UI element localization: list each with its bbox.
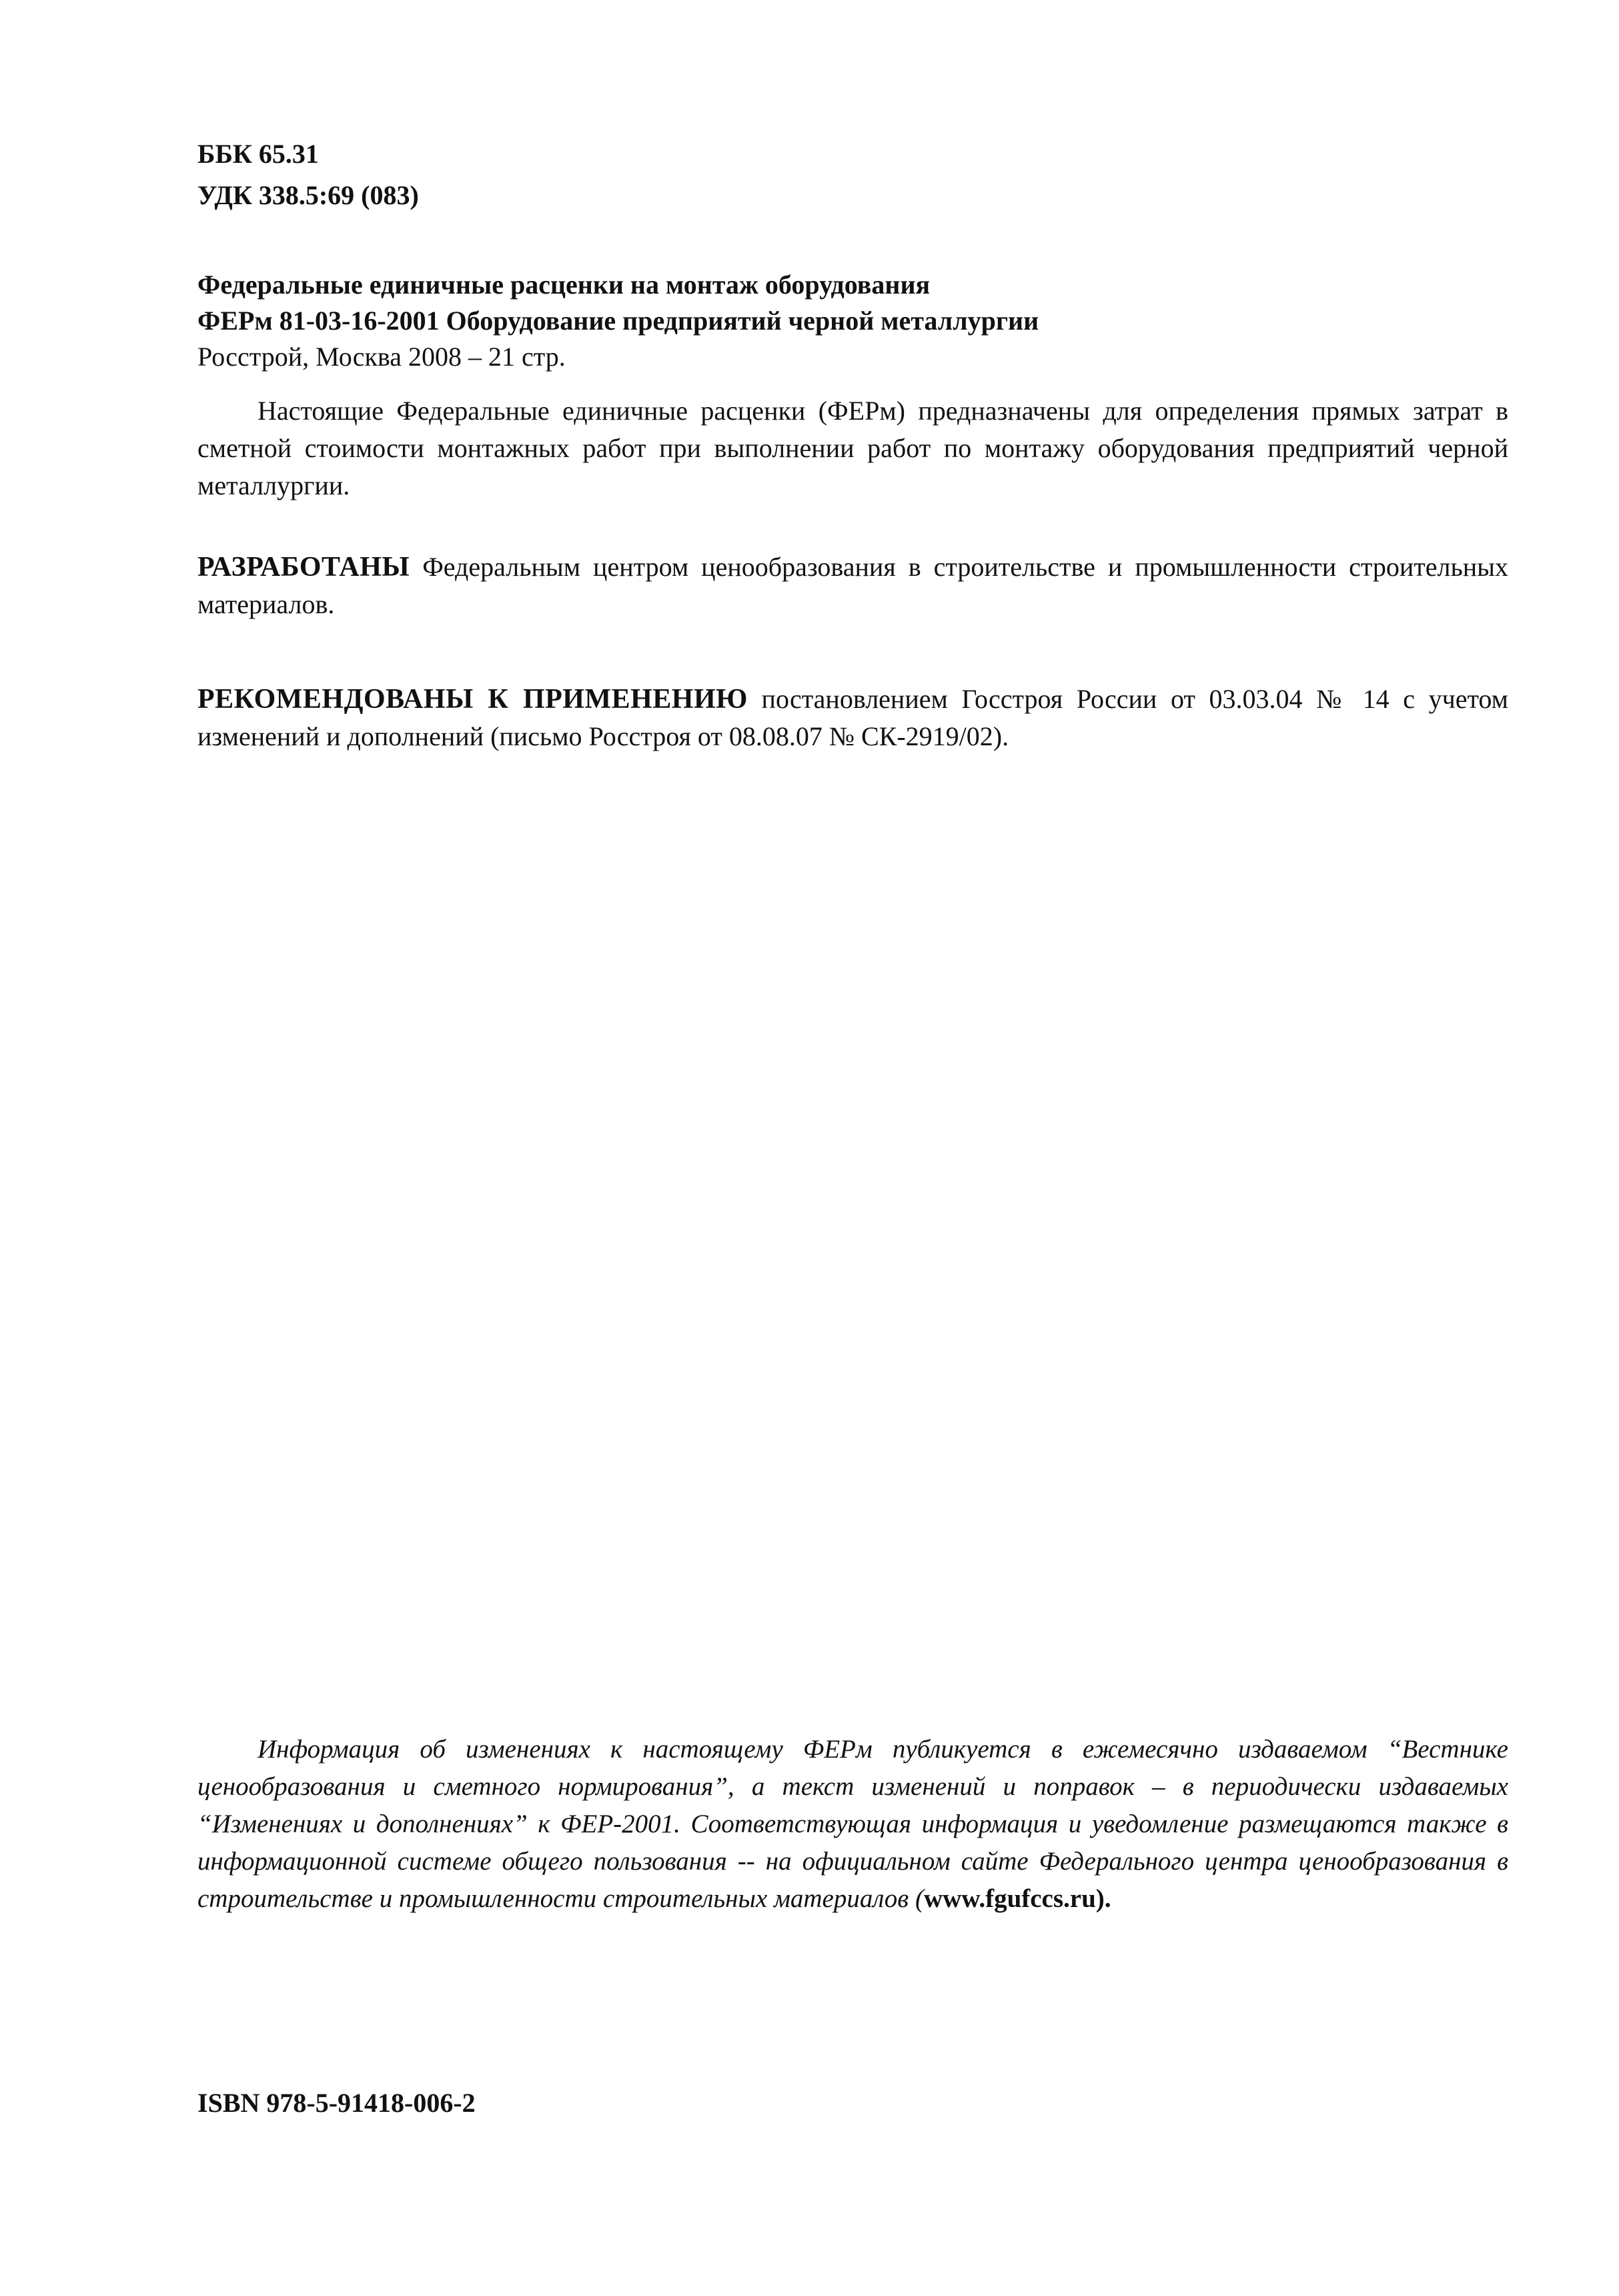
changes-info-paragraph (197, 1731, 1508, 1918)
recommended-paragraph (197, 681, 1508, 755)
imprint-line: Росстрой, Москва 2008 – 21 стр. (197, 342, 566, 372)
developed-paragraph (197, 548, 1508, 623)
document-title (197, 267, 1508, 375)
udk-code: УДК 338.5:69 (083) (197, 180, 419, 210)
bbk-code: ББК 65.31 (197, 139, 319, 169)
title-line-2: ФЕРм 81-03-16-2001 Оборудование предприятий черной металлургии (197, 306, 1039, 336)
developed-lead: РАЗРАБОТАНЫ (197, 552, 410, 583)
recommended-text: постановлением Госстроя России от 03.03.04 № 14 с учетом изменений и дополнений (письмо Росстроя от 08.08.07 № СК-2919/02). (197, 684, 1508, 751)
purpose-paragraph: Настоящие Федеральные единичные расценки (ФЕРм) предназначены для определения прямых затрат в сметной стоимости монтажных работ при выполнении работ по монтажу оборудования предприятий черной металлургии. (197, 396, 1508, 500)
developed-text: Федеральным центром ценообразования в строительстве и промышленности строительных материалов. (197, 552, 1508, 619)
changes-info-text: Информация об изменениях к настоящему ФЕРм публикуется в ежемесячно издаваемом “Вестнике ценообразования и сметного нормирования”, а текст изменений и поправок – в периодически издаваемых “Изменениях и дополнениях” к ФЕР-2001. Соответствующая информация и уведомление размещаются также в информационной системе общего пользования -- на официальном сайте Федерального центра ценообразования в строительстве и промышленности строительных материалов ( (197, 1735, 1508, 1913)
classification-codes (197, 133, 1508, 216)
isbn-number: ISBN 978-5-91418-006-2 (197, 2088, 476, 2118)
website-link[interactable]: www.fgufccs.ru). (923, 1884, 1111, 1913)
recommended-lead: РЕКОМЕНДОВАНЫ К ПРИМЕНЕНИЮ (197, 684, 748, 715)
title-line-1: Федеральные единичные расценки на монтаж оборудования (197, 270, 931, 300)
